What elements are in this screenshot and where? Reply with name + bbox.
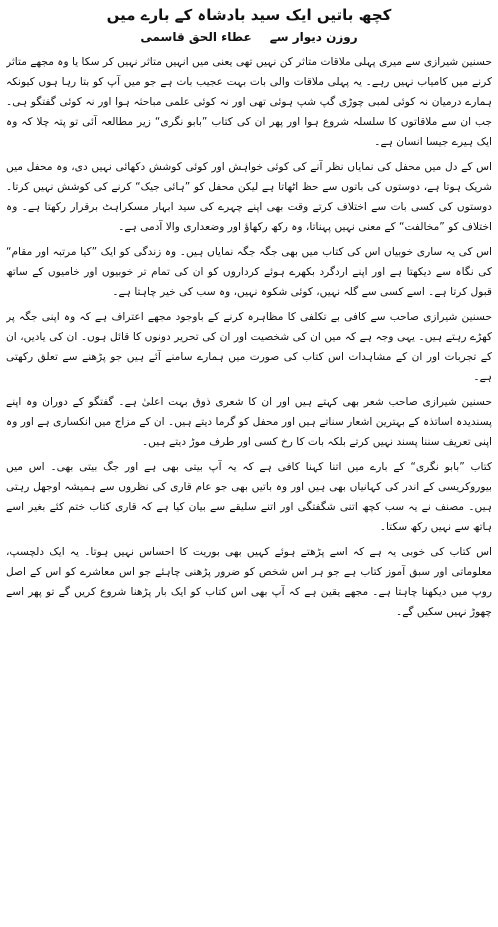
paragraph: حسنین شیرازی صاحب سے کافی بے تکلفی کا مظاہرہ کرنے کے باوجود مجھے اعتراف ہے کہ وہ اپنی جگہ پر کھڑے رہتے ہیں۔ یہی وجہ ہے کہ میں ان کی شخصیت اور ان کی تحریر دونوں کا قائل ہوں۔ ان کی یادیں، ان کے تجربات اور ان کے مشاہدات اس کتاب کی صورت میں ہمارے سامنے آئے ہیں جو پڑھنے سے تعلق رکھتی ہے۔ [6,311,492,383]
paragraph: کتاب ”بابو نگری“ کے بارے میں اتنا کہنا کافی ہے کہ یہ آپ بیتی بھی ہے اور جگ بیتی بھی۔ اس میں بیوروکریسی کے اندر کی کہانیاں بھی ہیں اور وہ باتیں بھی جو عام قاری کی نظروں سے ہمیشہ اوجھل رہتی ہیں۔ مصنف نے یہ سب کچھ اتنی شگفتگی اور اتنے سلیقے سے بیان کیا ہے کہ قاری کتاب ختم کئے بغیر اسے ہاتھ سے نہیں رکھ سکتا۔ [6,461,492,533]
byline [6,28,492,46]
column-name: روزن دیوار سے [269,30,358,44]
article-title: کچھ باتیں ایک سید بادشاہ کے بارے میں [106,6,392,24]
paragraph: اس کے دل میں محفل کی نمایاں نظر آنے کی کوئی خواہش اور کوئی کوشش دکھائی نہیں دی، وہ محفل میں شریک ہوتا ہے، دوستوں کی باتوں سے حظ اٹھاتا ہے لیکن محفل کو ”ہائی جیک“ کرنے کی کوشش نہیں کرتا۔ دوستوں کی کسی بات سے اختلاف کرتے وقت بھی اپنے چہرے کی سید ابہار مسکراہٹ برقرار رکھتا ہے۔ وہ اختلاف کو ”مخالفت“ کے معنی نہیں پہناتا، وہ رکھ رکھاؤ اور وضعداری والا آدمی ہے۔ [6,161,492,233]
paragraph: اس کی یہ ساری خوبیاں اس کی کتاب میں بھی جگہ جگہ نمایاں ہیں۔ وہ زندگی کو ایک ”کیا مرتبہ اور مقام“ کی نگاہ سے دیکھتا ہے اور اپنے اردگرد بکھرے ہوئے کرداروں کو ان کی تمام تر خوبیوں اور خامیوں کے ساتھ قبول کرتا ہے۔ اسے کسی سے گلہ نہیں، کوئی شکوہ نہیں، وہ سب کی خیر چاہتا ہے۔ [6,246,492,298]
paragraph: اس کتاب کی خوبی یہ ہے کہ اسے پڑھتے ہوئے کہیں بھی بوریت کا احساس نہیں ہوتا۔ یہ ایک دلچسپ، معلوماتی اور سبق آموز کتاب ہے جو ہر اس شخص کو ضرور پڑھنی چاہئے جو اس معاشرے کو اس کے اصل روپ میں دیکھنا چاہتا ہے۔ مجھے یقین ہے کہ آپ بھی اس کتاب کو ایک بار پڑھنا شروع کریں گے تو پھر اسے چھوڑ نہیں سکیں گے۔ [6,546,492,618]
paragraph: حسنین شیرازی صاحب شعر بھی کہتے ہیں اور ان کا شعری ذوق بہت اعلیٰ ہے۔ گفتگو کے دوران وہ اپنے پسندیدہ اساتذہ کے بہترین اشعار سناتے ہیں اور محفل کو گرما دیتے ہیں۔ ان کے مزاج میں انکساری ہے اور وہ اپنی تعریف سننا پسند نہیں کرتے بلکہ بات کا رخ کسی اور طرف موڑ دیتے ہیں۔ [6,396,492,448]
article-body [6,52,492,622]
author-name: عطاء الحق قاسمی [140,30,252,44]
paragraph: حسنین شیرازی سے میری پہلی ملاقات متاثر کن نہیں تھی یعنی میں انہیں متاثر نہیں کر سکا یا وہ مجھے متاثر کرنے میں کامیاب نہیں رہے۔ یہ پہلی ملاقات والی بات بہت عجیب بات ہے جو میں آپ کو بتا رہا ہوں کیونکہ ہمارے درمیان نہ کوئی لمبی چوڑی گپ شپ ہوئی تھی اور نہ کوئی علمی مباحثہ ہوا اور نہ کوئی گفتگو ہی۔ جب ان سے ملاقاتوں کا سلسلہ شروع ہوا اور پھر ان کی کتاب ”بابو نگری“ زیر مطالعہ آئی تو پتہ چلا کہ وہ ایک ہیرے جیسا انسان ہے۔ [6,56,492,148]
article-column [6,4,492,923]
